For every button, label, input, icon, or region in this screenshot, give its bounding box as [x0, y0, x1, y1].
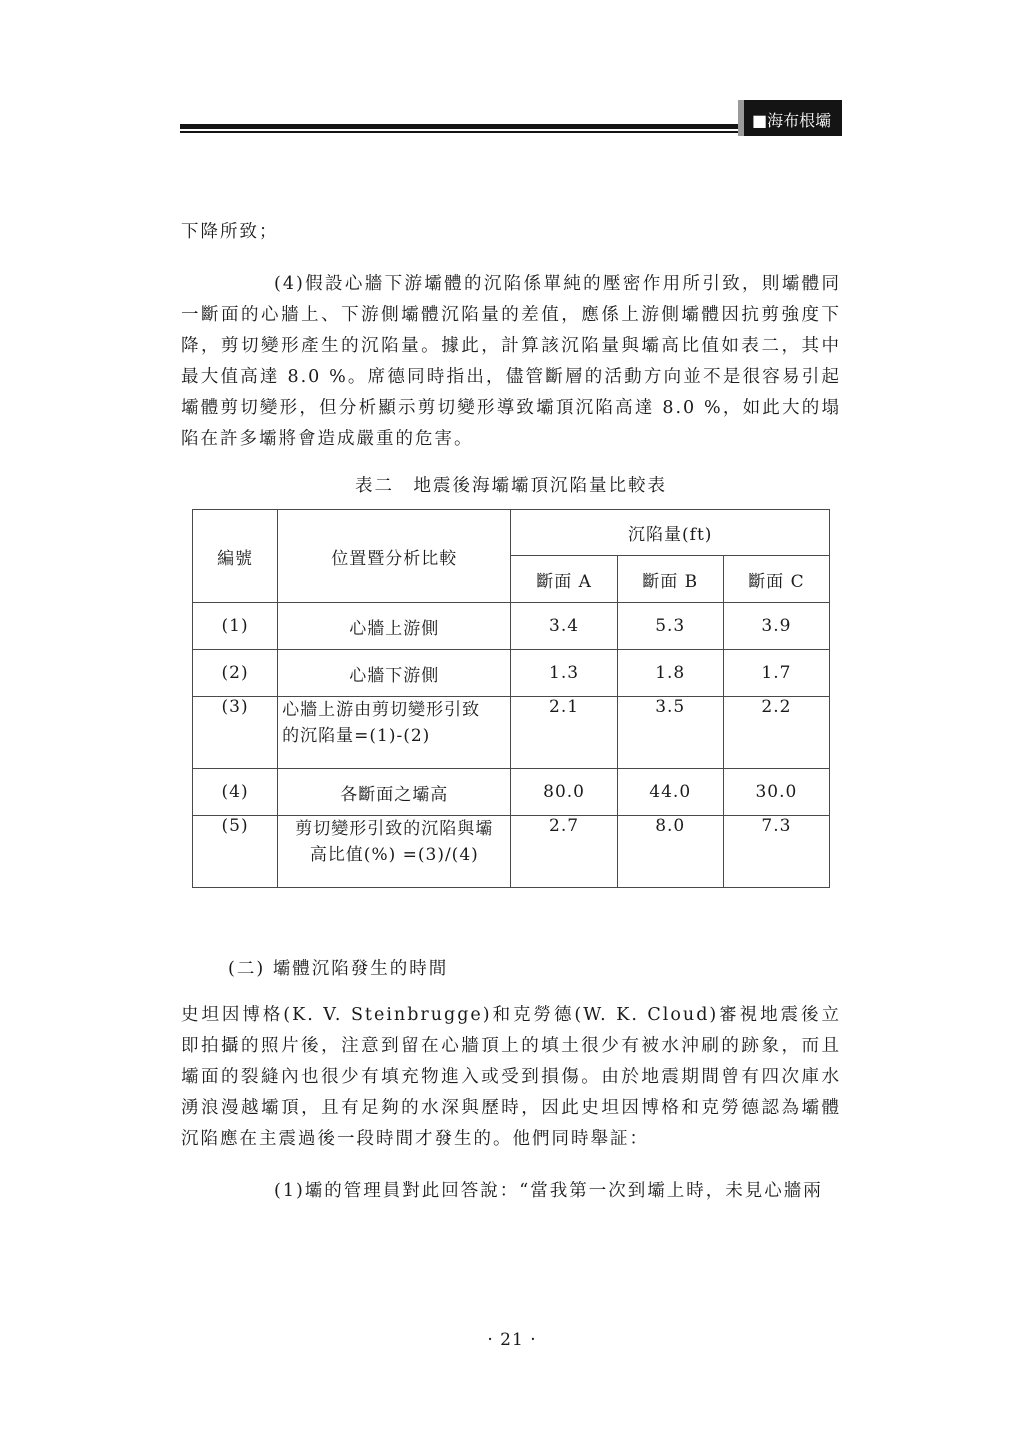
page-number: · 21 · — [487, 1330, 537, 1350]
header-section-a: 斷面 A — [511, 556, 617, 603]
cell-position-line: 心牆上游由剪切變形引致 — [282, 700, 481, 720]
header-section-c: 斷面 C — [723, 556, 829, 603]
paragraph-continuation: 下降所致； — [181, 222, 279, 242]
table-caption: 表二 地震後海壩壩頂沉陷量比較表 — [355, 476, 667, 496]
header-rule — [180, 124, 740, 129]
header-position: 位置暨分析比較 — [278, 510, 511, 603]
cell-id: (2) — [193, 650, 278, 697]
section-tab — [738, 100, 842, 136]
cell-position — [278, 816, 511, 888]
cell-value-a: 80.0 — [511, 769, 617, 816]
section-tab-label: ■海布根壩 — [752, 111, 832, 130]
cell-position: 心牆下游側 — [278, 650, 511, 697]
cell-value-b: 44.0 — [617, 769, 723, 816]
cell-id: (5) — [193, 816, 278, 888]
cell-id: (3) — [193, 697, 278, 769]
cell-position-line: 高比值(%) =(3)/(4) — [309, 845, 479, 865]
settlement-table — [192, 509, 830, 888]
cell-value-a: 2.7 — [511, 816, 617, 888]
cell-value-a: 2.1 — [511, 697, 617, 769]
table-row — [193, 650, 830, 697]
cell-value-c: 7.3 — [723, 816, 829, 888]
table-row — [193, 816, 830, 888]
cell-value-b: 5.3 — [617, 603, 723, 650]
cell-position: 各斷面之壩高 — [278, 769, 511, 816]
header-id: 編號 — [193, 510, 278, 603]
section-heading: (二) 壩體沉陷發生的時間 — [228, 959, 449, 979]
table-row — [193, 769, 830, 816]
table-row — [193, 603, 830, 650]
paragraph-item-4: (4)假設心牆下游壩體的沉陷係單純的壓密作用所引致，則壩體同一斷面的心牆上、下游側壩體沉陷量的差值，應係上游側壩體因抗剪強度下降，剪切變形產生的沉陷量。據此，計算該沉陷量與壩高比值如表二，其中最大值高達 8.0 %。席德同時指出，儘管斷層的活動方向並不是很容易引起壩體剪切變形，但分析顯示剪切變形導致壩頂沉陷高達 8.0 %，如此大的塌陷在許多壩將會造成嚴重的危害。 — [181, 274, 841, 449]
cell-value-c: 30.0 — [723, 769, 829, 816]
cell-value-a: 1.3 — [511, 650, 617, 697]
cell-value-c: 2.2 — [723, 697, 829, 769]
cell-value-b: 8.0 — [617, 816, 723, 888]
cell-position: 心牆上游側 — [278, 603, 511, 650]
cell-position-line: 剪切變形引致的沉陷與壩 — [295, 819, 494, 839]
cell-position-line: 的沉陷量=(1)-(2) — [282, 726, 431, 746]
cell-position — [278, 697, 511, 769]
table-row — [193, 697, 830, 769]
header-settlement-group: 沉陷量(ft) — [511, 510, 830, 556]
cell-value-c: 1.7 — [723, 650, 829, 697]
cell-value-c: 3.9 — [723, 603, 829, 650]
header-section-b: 斷面 B — [617, 556, 723, 603]
paragraph-observation: 史坦因博格(K. V. Steinbrugge)和克勞德(W. K. Cloud)審視地震後立即拍攝的照片後，注意到留在心牆頂上的填土很少有被水沖刷的跡象，而且壩面的裂縫內也很少有填充物進入或受到損傷。由於地震期間曾有四次庫水湧浪漫越壩頂，且有足夠的水深與歷時，因此史坦因博格和克勞德認為壩體沉陷應在主震過後一段時間才發生的。他們同時舉証： — [181, 1005, 841, 1149]
cell-value-b: 1.8 — [617, 650, 723, 697]
paragraph-item-1: (1)壩的管理員對此回答說：“當我第一次到壩上時，未見心牆兩 — [274, 1181, 823, 1201]
header-rule-thin — [180, 131, 740, 133]
table-header-row — [193, 510, 830, 556]
cell-id: (1) — [193, 603, 278, 650]
cell-value-b: 3.5 — [617, 697, 723, 769]
cell-value-a: 3.4 — [511, 603, 617, 650]
cell-id: (4) — [193, 769, 278, 816]
